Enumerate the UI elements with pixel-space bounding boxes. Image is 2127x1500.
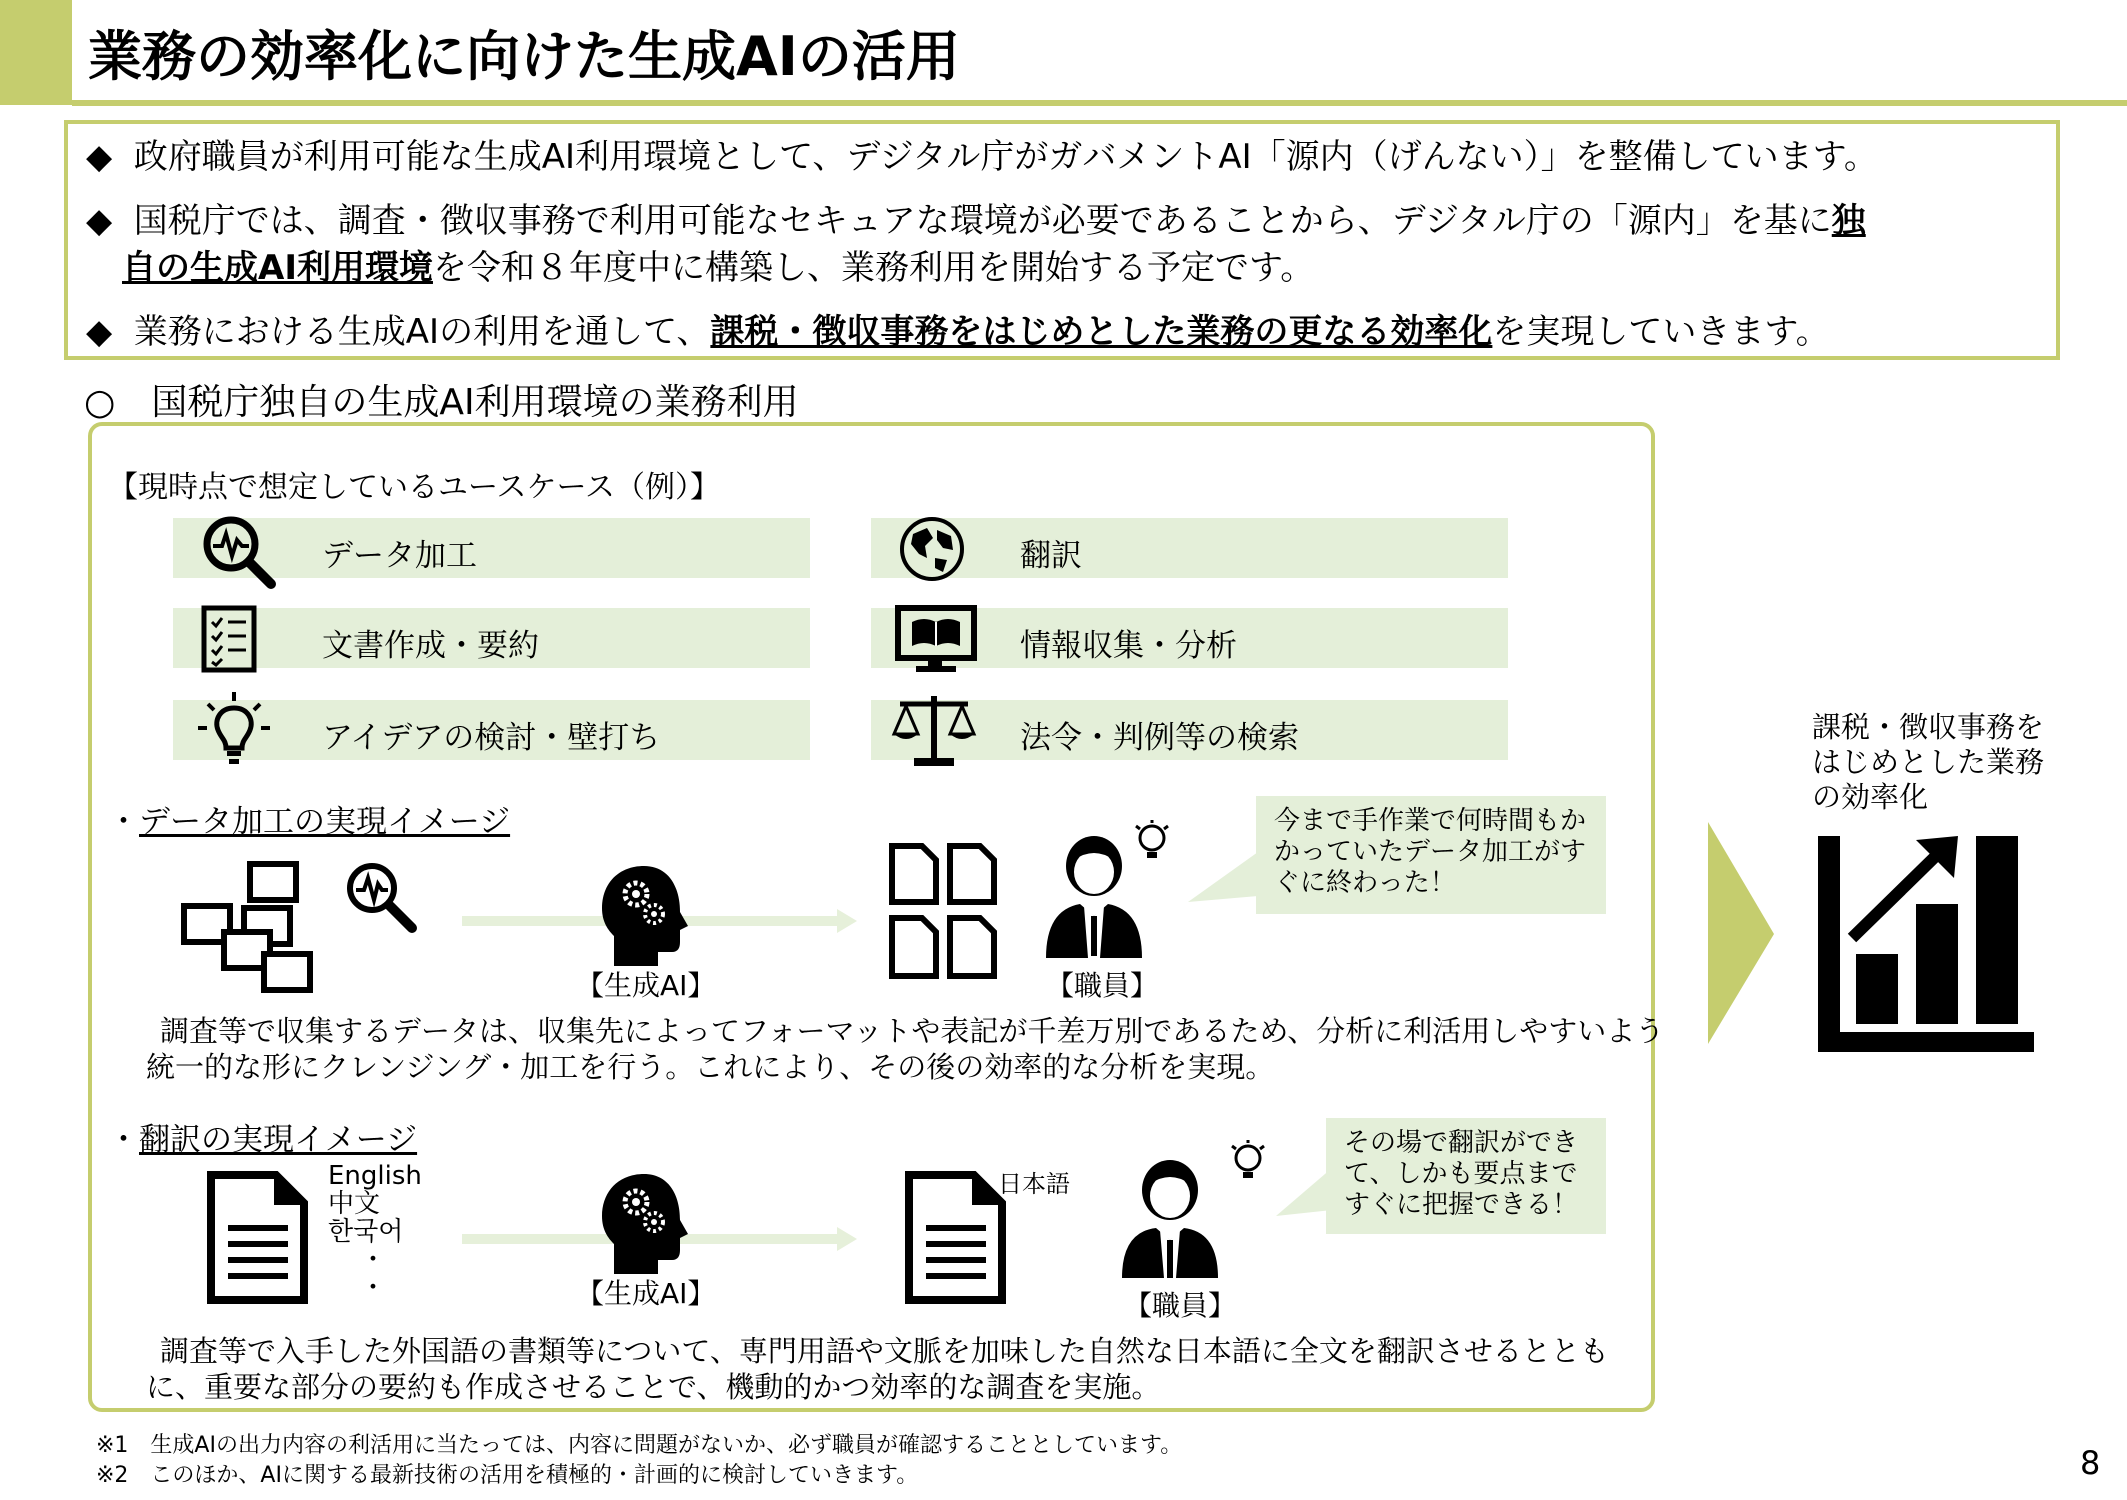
data-section-heading (108, 796, 510, 841)
staff-caption: 【職員】 (1124, 1289, 1237, 1322)
ai-caption: 【生成AI】 (576, 1277, 716, 1310)
usecase-label-info-analysis: 情報収集・分析 (1020, 628, 1237, 664)
ellipsis-dot: ・ (360, 1245, 387, 1275)
usecase-heading: 【現時点で想定しているユースケース（例）】 (108, 470, 720, 505)
diamond-icon: ◆ (86, 312, 113, 352)
scales-icon (892, 690, 976, 770)
title-underline (72, 100, 2127, 106)
translation-description-line-1: 調査等で入手した外国語の書類等について、専門用語や文脈を加味した自然な日本語に全文を翻訳させるととも (160, 1334, 1609, 1368)
usecase-label-law-search: 法令・判例等の検索 (1020, 720, 1299, 756)
summary-bullet-2-cont (122, 246, 1314, 290)
data-description-line-1: 調査等で収集するデータは、収集先によってフォーマットや表記が千差万別であるため、分析に利活用しやすいよう (160, 1014, 1665, 1048)
result-arrow (1708, 822, 1778, 1046)
summary-bullet-2-text-a: 国税庁では、調査・徴収事務で利用可能なセキュアな環境が必要であることから、デジタル庁の「源内」を基に (133, 201, 1832, 241)
title-accent-bar (0, 0, 72, 105)
summary-bullet-2-emphasis-b: 自の生成AI利用環境 (122, 248, 433, 288)
data-callout: 今まで手作業で何時間もかかっていたデータ加工がすぐに終わった！ (1256, 796, 1606, 914)
diamond-icon: ◆ (86, 137, 113, 177)
staff-icon (1044, 820, 1204, 960)
target-language: 日本語 (998, 1170, 1070, 1198)
summary-bullet-3-text-b: を実現していきます。 (1492, 312, 1830, 352)
globe-icon (897, 514, 967, 584)
staff-icon (1118, 1132, 1278, 1282)
translation-description-line-2: に、重要な部分の要約も作成させることで、機動的かつ効率的な調査を実施。 (146, 1370, 1161, 1404)
footnote-1: ※1 生成AIの出力内容の利活用に当たっては、内容に問題がないか、必ず職員が確認することとしています。 (96, 1433, 1183, 1458)
data-section-prefix: ・ (108, 804, 139, 840)
ellipsis-dot: ・ (360, 1273, 387, 1303)
page-number: 8 (2080, 1444, 2101, 1482)
checklist-icon (200, 604, 260, 674)
summary-bullet-2-emphasis-a: 独 (1831, 201, 1866, 241)
data-section-title: データ加工の実現イメージ (139, 804, 511, 840)
page-title: 業務の効率化に向けた生成AIの活用 (88, 25, 960, 88)
language-label-english: English (328, 1161, 422, 1191)
usecase-label-ideation: アイデアの検討・壁打ち (322, 720, 661, 756)
summary-bullet-2-text-b: を令和８年度中に構築し、業務利用を開始する予定です。 (432, 248, 1315, 288)
usecase-label-document-summary: 文書作成・要約 (322, 628, 539, 664)
callout-pointer (1188, 852, 1258, 904)
ai-caption: 【生成AI】 (576, 969, 716, 1002)
usecase-label-translation: 翻訳 (1020, 538, 1082, 574)
scattered-documents-icon (178, 858, 328, 1000)
translation-section-heading (108, 1114, 417, 1159)
section-heading: ○ 国税庁独自の生成AI利用環境の業務利用 (84, 382, 799, 423)
translation-callout: その場で翻訳ができて、しかも要点まですぐに把握できる！ (1326, 1118, 1606, 1234)
footnote-2: ※2 このほか、AIに関する最新技術の活用を積極的・計画的に検討していきます。 (96, 1463, 919, 1488)
translation-section-title: 翻訳の実現イメージ (139, 1122, 418, 1158)
summary-bullet-1-text: 政府職員が利用可能な生成AI利用環境として、デジタル庁がガバメントAI「源内（げんない）」を整備しています。 (133, 137, 1878, 177)
result-text: 課税・徴収事務をはじめとした業務の効率化 (1812, 710, 2045, 814)
summary-bullet-3-text-a: 業務における生成AIの利用を通して、 (133, 312, 711, 352)
usecase-label-data-processing: データ加工 (322, 538, 477, 574)
source-languages (328, 1162, 422, 1302)
ai-head-icon (596, 1170, 696, 1280)
data-search-icon (340, 858, 424, 938)
lightbulb-icon (196, 690, 272, 770)
staff-caption: 【職員】 (1046, 969, 1159, 1002)
data-search-icon (195, 512, 285, 592)
diamond-icon: ◆ (86, 201, 113, 241)
ai-head-icon (596, 862, 696, 972)
document-icon (904, 1170, 1008, 1306)
callout-pointer (1276, 1168, 1332, 1220)
monitor-book-icon (894, 604, 978, 676)
documents-icon (888, 842, 1000, 982)
translation-section-prefix: ・ (108, 1122, 139, 1158)
data-description-line-2: 統一的な形にクレンジング・加工を行う。これにより、その後の効率的な分析を実現。 (146, 1050, 1275, 1084)
growth-chart-icon (1818, 836, 2040, 1054)
summary-bullet-1 (86, 135, 1878, 179)
document-icon (206, 1170, 310, 1306)
summary-bullet-3 (86, 310, 1830, 354)
summary-bullet-2 (86, 199, 1866, 243)
summary-bullet-3-emphasis: 課税・徴収事務をはじめとした業務の更なる効率化 (710, 312, 1493, 352)
language-label-chinese: 中文 (328, 1189, 381, 1219)
language-label-korean: 한국어 (328, 1217, 404, 1247)
